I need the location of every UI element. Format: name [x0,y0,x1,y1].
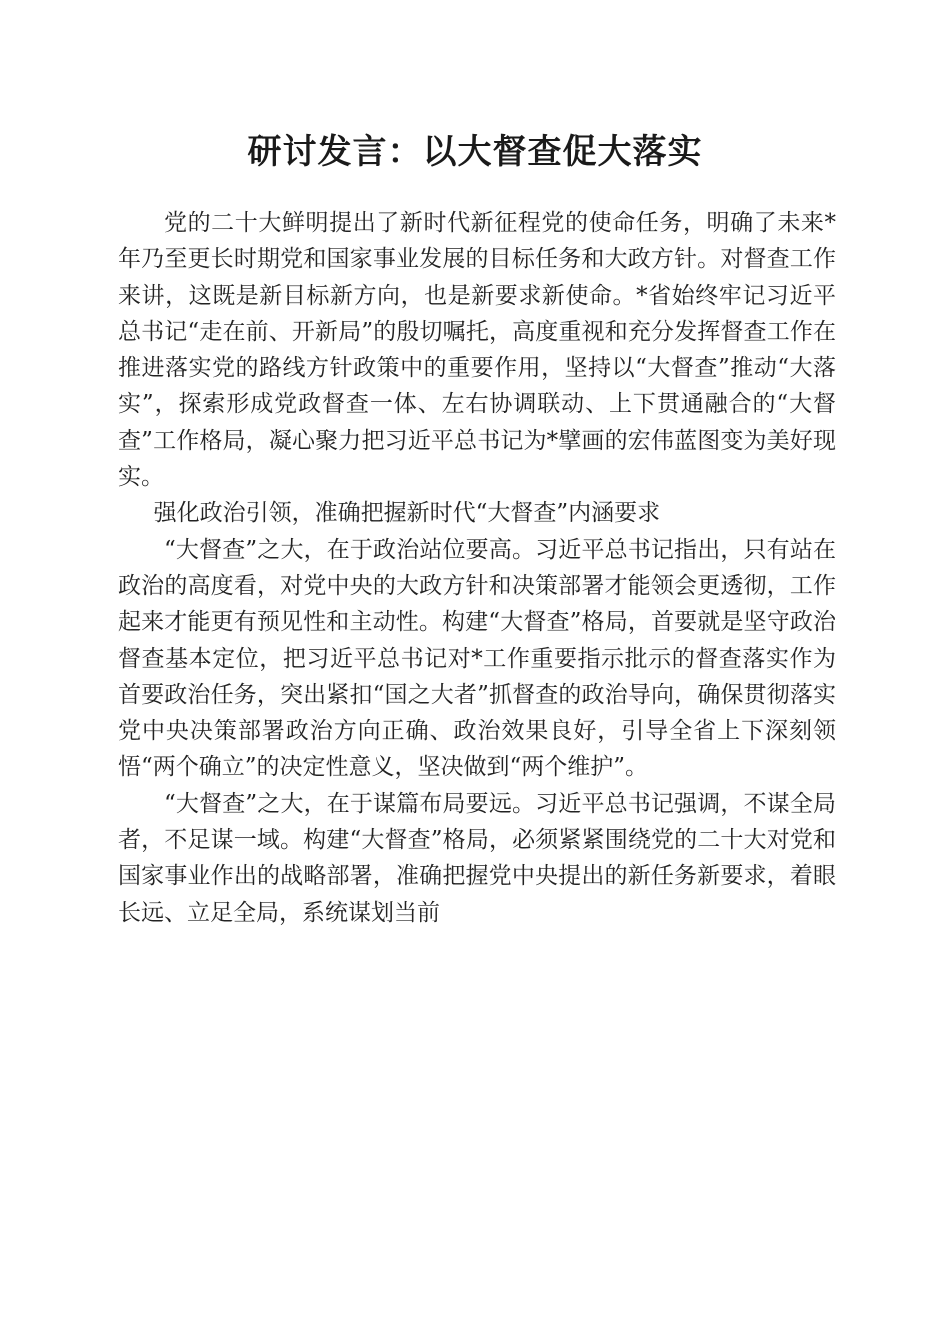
page-title: 研讨发言：以大督查促大落实 [247,132,703,172]
paragraph-overall-planning: “大督查”之大，在于谋篇布局要远。习近平总书记强调，不谋全局者，不足谋一域。构建“大督查”格局，必须紧紧围绕党的二十大对党和国家事业作出的战略部署，准确把握党中央提出的新任务新要求，着眼长远、立足全局，系统谋划当前 [118,790,836,926]
section-heading: 强化政治引领，准确把握新时代“大督查”内涵要求 [153,500,661,527]
paragraph-intro: 党的二十大鲜明提出了新时代新征程党的使命任务，明确了未来*年乃至更长时期党和国家事业发展的目标任务和大政方针。对督查工作来讲，这既是新目标新方向，也是新要求新使命。*省始终牢记习近平总书记“走在前、开新局”的殷切嘱托，高度重视和充分发挥督查工作在推进落实党的路线方针政策中的重要作用，坚持以“大督查”推动“大落实”，探索形成党政督查一体、左右协调联动、上下贯通融合的“大督查”工作格局，凝心聚力把习近平总书记为*擘画的宏伟蓝图变为美好现实。 [118,210,836,491]
document-body [118,205,836,931]
paragraph-political-position: “大督查”之大，在于政治站位要高。习近平总书记指出，只有站在政治的高度看，对党中央的大政方针和决策部署才能领会更透彻，工作起来才能更有预见性和主动性。构建“大督查”格局，首要就是坚守政治督查基本定位，把习近平总书记对*工作重要指示批示的督查落实作为首要政治任务，突出紧扣“国之大者”抓督查的政治导向，确保贯彻落实党中央决策部署政治方向正确、政治效果良好，引导全省上下深刻领悟“两个确立”的决定性意义，坚决做到“两个维护”。 [118,536,836,781]
